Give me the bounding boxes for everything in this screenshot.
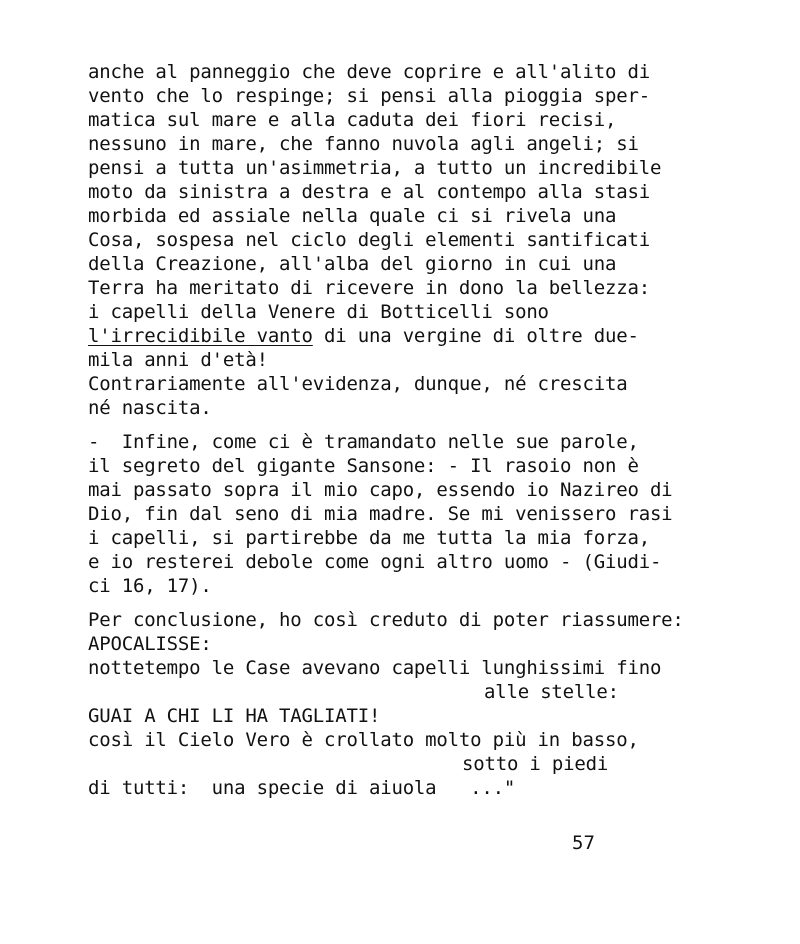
underlined-phrase: l'irrecidibile vanto — [88, 325, 313, 347]
text-line: GUAI A CHI LI HA TAGLIATI! — [88, 705, 381, 727]
text-line: vento che lo respinge; si pensi alla pioggia sper- — [88, 85, 650, 107]
text-line: moto da sinistra a destra e al contempo alla stasi — [88, 181, 650, 203]
text-span: di una vergine di oltre due- — [312, 325, 639, 347]
text-line: Dio, fin dal seno di mia madre. Se mi venissero rasi — [88, 503, 673, 525]
text-line: mai passato sopra il mio capo, essendo io Nazireo di — [88, 479, 673, 501]
text-line: il segreto del gigante Sansone: - Il rasoio non è — [88, 455, 639, 477]
text-line: nessuno in mare, che fanno nuvola agli angeli; si — [88, 133, 639, 155]
text-line: di tutti: una specie di aiuola ..." — [88, 777, 516, 799]
text-line: sotto i piedi — [462, 753, 609, 775]
text-line: e io resterei debole come ogni altro uomo - (Giudi- — [88, 551, 662, 573]
text-line: pensi a tutta un'asimmetria, a tutto un incredibile — [88, 157, 662, 179]
text-line: della Creazione, all'alba del giorno in cui una — [88, 253, 617, 275]
text-line — [88, 324, 639, 348]
text-line: né nascita. — [88, 397, 212, 419]
text-line: matica sul mare e alla caduta dei fiori recisi, — [88, 109, 617, 131]
text-line: i capelli, si partirebbe da me tutta la mia forza, — [88, 527, 650, 549]
text-line: morbida ed assiale nella quale ci si rivela una — [88, 205, 617, 227]
text-line: - Infine, come ci è tramandato nelle sue parole, — [88, 431, 639, 453]
text-line: Terra ha meritato di ricevere in dono la bellezza: — [88, 277, 650, 299]
text-line: Contrariamente all'evidenza, dunque, né crescita — [88, 373, 628, 395]
text-line: ci 16, 17). — [88, 575, 212, 597]
text-line: anche al panneggio che deve coprire e all'alito di — [88, 61, 650, 83]
heading-apocalisse: APOCALISSE: — [88, 633, 212, 655]
text-line: nottetempo le Case avevano capelli lunghissimi fino — [88, 657, 662, 679]
text-line: i capelli della Venere di Botticelli sono — [88, 301, 549, 323]
text-line: così il Cielo Vero è crollato molto più in basso, — [88, 729, 639, 751]
text-line: Per conclusione, ho così creduto di poter riassumere: — [88, 609, 684, 631]
text-line: alle stelle: — [484, 681, 619, 703]
text-line: mila anni d'età! — [88, 349, 268, 371]
text-line: Cosa, sospesa nel ciclo degli elementi santificati — [88, 229, 650, 251]
page-number: 57 — [572, 832, 595, 854]
